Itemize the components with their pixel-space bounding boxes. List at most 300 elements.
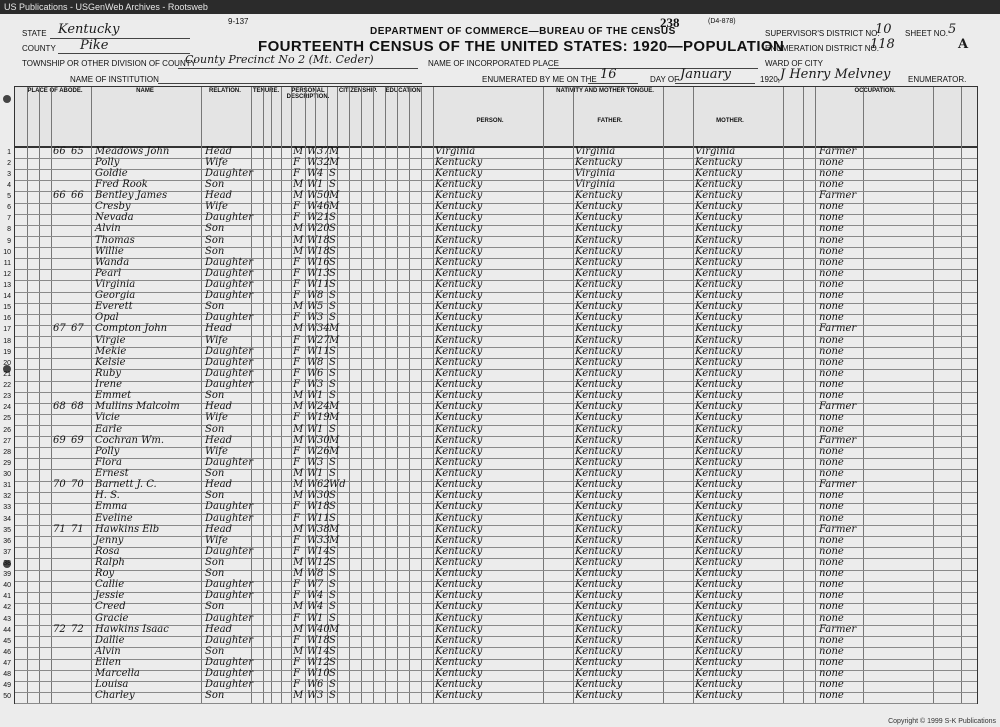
mother-birthplace: Kentucky <box>695 245 743 257</box>
occupation: none <box>819 234 844 246</box>
age: 30 <box>317 490 330 502</box>
age: 18 <box>317 245 330 257</box>
age: 18 <box>317 501 330 513</box>
father-birthplace: Kentucky <box>575 679 623 691</box>
occupation: Farmer <box>819 401 857 413</box>
person-name: H. S. <box>95 490 120 502</box>
family-number: 67 <box>71 323 84 335</box>
marital-status: M <box>329 145 340 157</box>
race: W <box>307 356 318 368</box>
person-name: Earle <box>95 423 123 435</box>
race: W <box>307 523 318 535</box>
sex: F <box>293 345 300 357</box>
row-number: 17 <box>3 326 11 334</box>
father-birthplace: Kentucky <box>575 456 623 468</box>
person-name: Willie <box>95 245 124 257</box>
marital-status: M <box>329 412 340 424</box>
day-of-label: DAY OF <box>650 75 680 84</box>
birthplace: Kentucky <box>435 301 483 313</box>
race: W <box>307 557 318 568</box>
family-number: 66 <box>71 190 84 202</box>
sex: M <box>293 690 304 702</box>
father-birthplace: Kentucky <box>575 256 623 268</box>
age: 12 <box>317 657 330 669</box>
birthplace: Kentucky <box>435 623 483 635</box>
age: 11 <box>317 345 330 357</box>
form-ref: (D4-878) <box>708 18 736 25</box>
sex: F <box>293 256 300 268</box>
family-number: 72 <box>71 623 84 635</box>
person-name: Ralph <box>95 557 125 568</box>
occupation: none <box>819 612 844 624</box>
person-name: Opal <box>95 312 119 324</box>
row-number: 10 <box>3 248 11 256</box>
mother-birthplace: Kentucky <box>695 690 743 702</box>
birthplace: Kentucky <box>435 434 483 446</box>
nativity-father: FATHER. <box>597 118 623 124</box>
person-name: Georgia <box>95 290 136 302</box>
race: W <box>307 334 318 346</box>
occupation: Farmer <box>819 523 857 535</box>
marital-status: S <box>329 645 336 657</box>
row-number: 9 <box>7 237 11 245</box>
race: W <box>307 367 318 379</box>
mother-birthplace: Kentucky <box>695 390 743 402</box>
mother-birthplace: Kentucky <box>695 512 743 524</box>
sex: M <box>293 234 304 246</box>
birthplace: Kentucky <box>435 401 483 413</box>
sex: M <box>293 490 304 502</box>
sheet-label: SHEET NO. <box>905 29 948 38</box>
mother-birthplace: Kentucky <box>695 645 743 657</box>
race: W <box>307 668 318 680</box>
row-number: 25 <box>3 415 11 423</box>
occupation: none <box>819 379 844 391</box>
birthplace: Kentucky <box>435 568 483 580</box>
marital-status: S <box>329 312 336 324</box>
age: 5 <box>317 301 324 313</box>
mother-birthplace: Kentucky <box>695 423 743 435</box>
father-birthplace: Kentucky <box>575 445 623 457</box>
marital-status: S <box>329 501 336 513</box>
father-birthplace: Kentucky <box>575 423 623 435</box>
race: W <box>307 568 318 580</box>
occupation: none <box>819 334 844 346</box>
family-number: 70 <box>71 479 84 491</box>
age: 3 <box>317 379 324 391</box>
mother-birthplace: Kentucky <box>695 312 743 324</box>
person-name: Flora <box>95 456 122 468</box>
birthplace: Kentucky <box>435 679 483 691</box>
sex: F <box>293 412 300 424</box>
race: W <box>307 623 318 635</box>
row-number: 11 <box>3 259 11 267</box>
occupation: none <box>819 178 844 190</box>
relation: Daughter <box>205 512 253 524</box>
row-number: 8 <box>7 226 11 234</box>
relation: Son <box>205 223 225 235</box>
birthplace: Kentucky <box>435 579 483 591</box>
marital-status: S <box>329 167 336 179</box>
race: W <box>307 423 318 435</box>
race: W <box>307 501 318 513</box>
race: W <box>307 190 318 202</box>
age: 7 <box>317 579 324 591</box>
birthplace: Kentucky <box>435 523 483 535</box>
relation: Daughter <box>205 167 253 179</box>
relation: Wife <box>205 412 228 424</box>
race: W <box>307 690 318 702</box>
occupation: Farmer <box>819 190 857 202</box>
age: 1 <box>317 468 324 480</box>
row-number: 33 <box>3 504 11 512</box>
relation: Son <box>205 490 225 502</box>
occupation: none <box>819 167 844 179</box>
occupation: none <box>819 690 844 702</box>
sex: F <box>293 668 300 680</box>
father-birthplace: Kentucky <box>575 479 623 491</box>
age: 14 <box>317 645 330 657</box>
race: W <box>307 234 318 246</box>
marital-status: S <box>329 290 336 302</box>
race: W <box>307 156 318 168</box>
race: W <box>307 512 318 524</box>
race: W <box>307 223 318 235</box>
race: W <box>307 545 318 557</box>
father-birthplace: Kentucky <box>575 212 623 224</box>
sex: M <box>293 178 304 190</box>
occupation: none <box>819 423 844 435</box>
mother-birthplace: Kentucky <box>695 379 743 391</box>
occupation: none <box>819 456 844 468</box>
mother-birthplace: Kentucky <box>695 623 743 635</box>
marital-status: M <box>329 445 340 457</box>
marital-status: M <box>329 401 340 413</box>
row-number: 13 <box>3 281 11 289</box>
age: 3 <box>317 690 324 702</box>
father-birthplace: Kentucky <box>575 545 623 557</box>
mother-birthplace: Kentucky <box>695 445 743 457</box>
father-birthplace: Kentucky <box>575 223 623 235</box>
father-birthplace: Kentucky <box>575 356 623 368</box>
census-grid <box>3 145 978 704</box>
sex: F <box>293 612 300 624</box>
mother-birthplace: Kentucky <box>695 290 743 302</box>
age: 11 <box>317 279 330 290</box>
column-header-band <box>14 86 978 148</box>
row-number: 2 <box>7 159 11 167</box>
father-birthplace: Kentucky <box>575 657 623 669</box>
father-birthplace: Kentucky <box>575 190 623 202</box>
person-name: Callie <box>95 579 125 591</box>
nativity-person: PERSON. <box>476 118 504 124</box>
age: 18 <box>317 234 330 246</box>
binding-hole-icon <box>3 95 11 103</box>
occupation: none <box>819 223 844 235</box>
birthplace: Kentucky <box>435 612 483 624</box>
relation: Daughter <box>205 312 253 324</box>
relation: Head <box>205 190 233 202</box>
person-name: Rosa <box>95 545 120 557</box>
age: 62 <box>317 479 330 491</box>
father-birthplace: Kentucky <box>575 523 623 535</box>
relation: Wife <box>205 201 228 213</box>
race: W <box>307 401 318 413</box>
row-number: 29 <box>3 459 11 467</box>
person-name: Cresby <box>95 201 131 213</box>
row-number: 35 <box>3 526 11 534</box>
age: 8 <box>317 568 324 580</box>
birthplace: Kentucky <box>435 668 483 680</box>
sex: M <box>293 245 304 257</box>
age: 26 <box>317 445 330 457</box>
marital-status: S <box>329 690 336 702</box>
race: W <box>307 445 318 457</box>
age: 18 <box>317 634 330 646</box>
age: 21 <box>317 212 330 224</box>
marital-status: S <box>329 679 336 691</box>
person-name: Dallie <box>95 634 125 646</box>
father-birthplace: Kentucky <box>575 245 623 257</box>
relation: Son <box>205 245 225 257</box>
birthplace: Kentucky <box>435 212 483 224</box>
mother-birthplace: Kentucky <box>695 334 743 346</box>
occupation: none <box>819 267 844 279</box>
age: 1 <box>317 390 324 402</box>
birthplace: Kentucky <box>435 590 483 602</box>
enumerator-name: J Henry Melvney <box>780 67 891 82</box>
sex: F <box>293 356 300 368</box>
age: 27 <box>317 334 330 346</box>
relation: Daughter <box>205 212 253 224</box>
dwelling-number: 66 <box>53 190 66 202</box>
sex: F <box>293 379 300 391</box>
father-birthplace: Virginia <box>575 167 616 179</box>
person-name: Emmet <box>95 390 132 402</box>
relation: Head <box>205 523 233 535</box>
age: 4 <box>317 167 324 179</box>
row-number: 5 <box>7 193 11 201</box>
mother-birthplace: Kentucky <box>695 668 743 680</box>
occupation: none <box>819 579 844 591</box>
row-number: 41 <box>3 593 11 601</box>
marital-status: S <box>329 579 336 591</box>
relation: Daughter <box>205 612 253 624</box>
row-number: 3 <box>7 170 11 178</box>
person-name: Pearl <box>95 267 122 279</box>
occupation: none <box>819 345 844 357</box>
relation: Son <box>205 568 225 580</box>
birthplace: Kentucky <box>435 468 483 480</box>
father-birthplace: Kentucky <box>575 312 623 324</box>
person-name: Goldie <box>95 167 128 179</box>
occupation: none <box>819 245 844 257</box>
age: 6 <box>317 679 324 691</box>
person-name: Louisa <box>95 679 129 691</box>
dwelling-number: 66 <box>53 145 66 157</box>
relation: Daughter <box>205 679 253 691</box>
age: 30 <box>317 434 330 446</box>
relation: Daughter <box>205 279 253 290</box>
relation: Son <box>205 468 225 480</box>
mother-birthplace: Kentucky <box>695 256 743 268</box>
father-birthplace: Kentucky <box>575 345 623 357</box>
sex: F <box>293 456 300 468</box>
row-number: 44 <box>3 626 11 634</box>
relation: Head <box>205 401 233 413</box>
person-name: Mekie <box>95 345 127 357</box>
age: 1 <box>317 612 324 624</box>
birthplace: Kentucky <box>435 690 483 702</box>
enumerated-label: ENUMERATED BY ME ON THE <box>482 75 597 84</box>
occupation: none <box>819 279 844 290</box>
marital-status: S <box>329 634 336 646</box>
occupation: none <box>819 256 844 268</box>
row-number: 46 <box>3 648 11 656</box>
age: 32 <box>317 156 330 168</box>
person-name: Alvin <box>95 223 121 235</box>
row-number: 42 <box>3 604 11 612</box>
relation: Daughter <box>205 345 253 357</box>
race: W <box>307 145 318 157</box>
row-number: 28 <box>3 448 11 456</box>
sex: F <box>293 512 300 524</box>
dwelling-number: 69 <box>53 434 66 446</box>
age: 14 <box>317 545 330 557</box>
marital-status: M <box>329 201 340 213</box>
marital-status: S <box>329 545 336 557</box>
birthplace: Kentucky <box>435 345 483 357</box>
father-birthplace: Kentucky <box>575 334 623 346</box>
person-name: Ellen <box>95 657 122 669</box>
occupation: none <box>819 645 844 657</box>
state-value: Kentucky <box>58 22 120 37</box>
person-name: Barnett J. C. <box>95 479 157 491</box>
father-birthplace: Kentucky <box>575 156 623 168</box>
relation: Son <box>205 178 225 190</box>
row-rule <box>15 703 977 704</box>
mother-birthplace: Kentucky <box>695 479 743 491</box>
race: W <box>307 167 318 179</box>
sex: M <box>293 479 304 491</box>
row-number: 19 <box>3 348 11 356</box>
marital-status: S <box>329 245 336 257</box>
mother-birthplace: Virginia <box>695 145 736 157</box>
form-code: 9-137 <box>228 17 249 26</box>
person-name: Emma <box>95 501 128 513</box>
race: W <box>307 256 318 268</box>
relation: Son <box>205 301 225 313</box>
marital-status: S <box>329 267 336 279</box>
relation: Wife <box>205 534 228 546</box>
sex: M <box>293 423 304 435</box>
sex: M <box>293 468 304 480</box>
marital-status: S <box>329 668 336 680</box>
marital-status: S <box>329 423 336 435</box>
mother-birthplace: Kentucky <box>695 201 743 213</box>
relation: Daughter <box>205 356 253 368</box>
marital-status: S <box>329 512 336 524</box>
father-birthplace: Kentucky <box>575 490 623 502</box>
mother-birthplace: Kentucky <box>695 167 743 179</box>
father-birthplace: Kentucky <box>575 290 623 302</box>
family-number: 69 <box>71 434 84 446</box>
marital-status: S <box>329 223 336 235</box>
race: W <box>307 434 318 446</box>
township-value: County Precinct No 2 (Mt. Ceder) <box>185 53 374 66</box>
sex: F <box>293 201 300 213</box>
marital-status: S <box>329 490 336 502</box>
row-number: 37 <box>3 548 11 556</box>
sex: F <box>293 679 300 691</box>
mother-birthplace: Kentucky <box>695 545 743 557</box>
marital-status: S <box>329 601 336 613</box>
birthplace: Kentucky <box>435 245 483 257</box>
age: 34 <box>317 323 330 335</box>
occupation: Farmer <box>819 623 857 635</box>
birthplace: Kentucky <box>435 201 483 213</box>
relation: Son <box>205 390 225 402</box>
row-number: 12 <box>3 270 11 278</box>
birthplace: Kentucky <box>435 367 483 379</box>
relation: Daughter <box>205 634 253 646</box>
person-name: Alvin <box>95 645 121 657</box>
father-birthplace: Kentucky <box>575 668 623 680</box>
census-title: FOURTEENTH CENSUS OF THE UNITED STATES: 1920—POPULATION <box>258 38 785 55</box>
col-nativity: NATIVITY AND MOTHER TONGUE. <box>556 88 654 94</box>
institution-label: NAME OF INSTITUTION <box>70 75 159 84</box>
person-name: Irene <box>95 379 123 391</box>
father-birthplace: Kentucky <box>575 557 623 568</box>
row-number: 26 <box>3 426 11 434</box>
sex: M <box>293 557 304 568</box>
row-number: 21 <box>3 370 11 378</box>
birthplace: Kentucky <box>435 501 483 513</box>
race: W <box>307 679 318 691</box>
birthplace: Virginia <box>435 145 476 157</box>
birthplace: Kentucky <box>435 279 483 290</box>
marital-status: S <box>329 390 336 402</box>
row-number: 48 <box>3 671 11 679</box>
ward-label: WARD OF CITY <box>765 59 823 68</box>
mother-birthplace: Kentucky <box>695 557 743 568</box>
row-number: 23 <box>3 393 11 401</box>
sex: M <box>293 523 304 535</box>
person-name: Jessie <box>95 590 125 602</box>
birthplace: Kentucky <box>435 390 483 402</box>
person-name: Mullins Malcolm <box>95 401 180 413</box>
sex: F <box>293 267 300 279</box>
row-number: 14 <box>3 293 11 301</box>
sex: F <box>293 501 300 513</box>
birthplace: Kentucky <box>435 534 483 546</box>
sex: M <box>293 323 304 335</box>
race: W <box>307 657 318 669</box>
supervisor-value: 10 <box>875 22 892 37</box>
birthplace: Kentucky <box>435 456 483 468</box>
father-birthplace: Kentucky <box>575 390 623 402</box>
occupation: none <box>819 356 844 368</box>
row-number: 6 <box>7 204 11 212</box>
sex: F <box>293 212 300 224</box>
person-name: Virgie <box>95 334 126 346</box>
birthplace: Kentucky <box>435 557 483 568</box>
family-number: 68 <box>71 401 84 413</box>
marital-status: M <box>329 156 340 168</box>
age: 24 <box>317 401 330 413</box>
sex: F <box>293 657 300 669</box>
enum-district-value: 118 <box>870 37 895 52</box>
